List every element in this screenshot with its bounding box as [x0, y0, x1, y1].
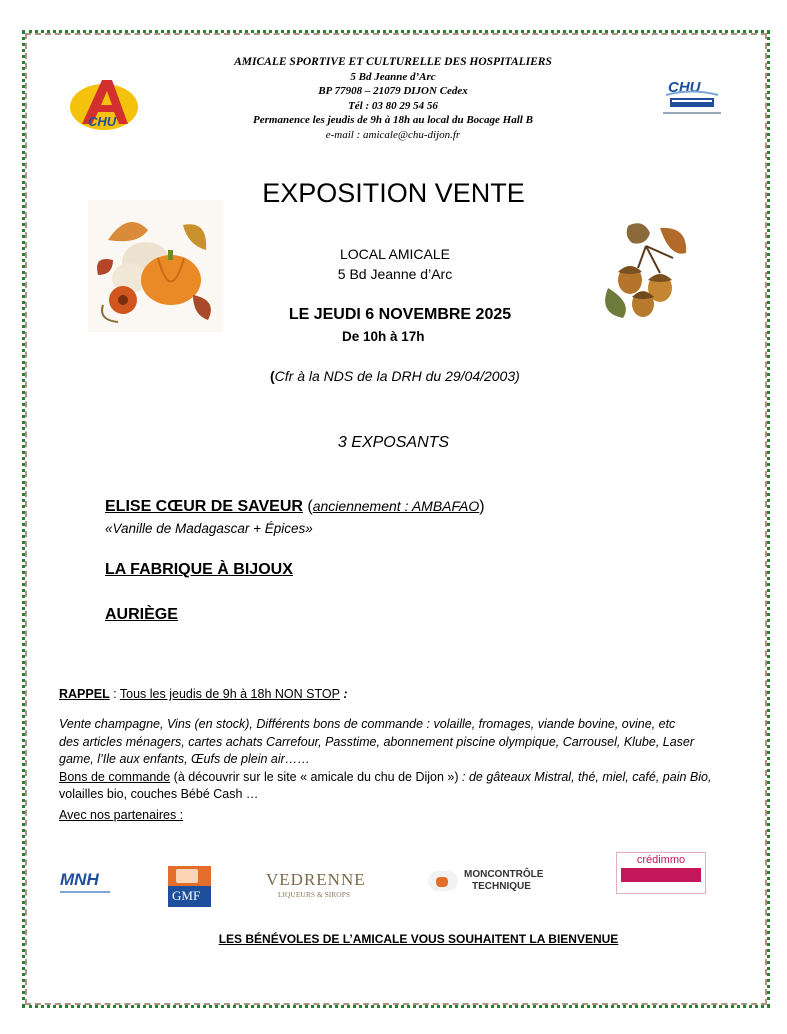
- moncontrole-sub: TECHNIQUE: [472, 881, 531, 892]
- exposant-1-name: ELISE CŒUR DE SAVEUR: [105, 498, 303, 515]
- rappel-line: [59, 687, 348, 701]
- exposant-3-name: AURIÈGE: [105, 606, 178, 623]
- autumn-pumpkin-icon: [88, 200, 223, 332]
- exposants-count: 3 EXPOSANTS: [337, 434, 450, 451]
- logo-chu-text: CHU: [88, 114, 117, 129]
- vedrenne-text: VEDRENNE: [266, 870, 366, 889]
- org-name: AMICALE SPORTIVE ET CULTURELLE DES HOSPITALIERS: [234, 56, 552, 68]
- chu-logo-text: CHU: [668, 79, 701, 96]
- chu-dijon-logo-icon: [658, 76, 726, 120]
- moncontrole-text: MONCONTRÔLE: [464, 869, 544, 880]
- address: 5 Bd Jeanne d’Arc: [350, 70, 436, 83]
- event-date: LE JEUDI 6 NOVEMBRE 2025: [288, 306, 512, 323]
- bons-list: : de gâteaux Mistral, thé, miel, café, pain Bio,: [458, 769, 712, 784]
- amicale-logo-icon: [68, 74, 140, 132]
- para-line5: volailles bio, couches Bébé Cash …: [59, 787, 259, 801]
- para-line4: [59, 769, 764, 787]
- rappel-text: Tous les jeudis de 9h à 18h NON STOP: [119, 687, 340, 701]
- exposant-1-subtitle: «Vanille de Madagascar + Épices»: [105, 521, 313, 536]
- phone: Tél : 03 80 29 54 56: [348, 99, 438, 112]
- header-address-block: [160, 55, 626, 142]
- credimmo-text: crédimmo: [636, 854, 686, 866]
- gmf-text: GMF: [172, 888, 201, 903]
- bons-label: Bons de commande: [59, 769, 171, 784]
- moncontrole-logo-icon: [428, 869, 550, 895]
- para-line1: Vente champagne, Vins (en stock), Différents bons de commande : volaille, fromages, viande bovine, ovine, etc: [59, 717, 676, 731]
- acorn-icon: [598, 218, 694, 326]
- cfr-text: Cfr à la NDS de la DRH du 29/04/2003): [274, 368, 520, 384]
- mnh-logo-icon: [60, 870, 110, 894]
- page-title: EXPOSITION VENTE: [262, 178, 525, 208]
- location: [290, 244, 500, 284]
- cfr-paren: (: [270, 368, 275, 384]
- mnh-text: MNH: [60, 870, 99, 889]
- location-line2: 5 Bd Jeanne d’Arc: [337, 266, 453, 282]
- vedrenne-sub: LIQUEURS & SIROPS: [277, 890, 351, 899]
- para-line3: game, l’Ile aux enfants, Œufs de plein air……: [59, 752, 310, 766]
- cfr-note: [270, 368, 520, 384]
- rappel-end: :: [339, 687, 348, 701]
- email: e-mail : amicale@chu-dijon.fr: [325, 128, 461, 141]
- para-line2: des articles ménagers, cartes achats Carrefour, Passtime, abonnement piscine olympique, Carrousel, Klube, Laser: [59, 734, 695, 749]
- exposant-1-note: anciennement : AMBAFAO: [312, 498, 480, 514]
- bons-paren: (à découvrir sur le site « amicale du chu de Dijon »): [170, 769, 459, 784]
- event-hours: De 10h à 17h: [342, 329, 425, 344]
- partners-label: Avec nos partenaires :: [59, 808, 184, 822]
- location-line1: LOCAL AMICALE: [340, 246, 450, 262]
- postal-box: BP 77908 – 21079 DIJON Cedex: [318, 85, 468, 97]
- permanence: Permanence les jeudis de 9h à 18h au local du Bocage Hall B: [253, 114, 533, 126]
- exposant-2-name: LA FABRIQUE À BIJOUX: [105, 561, 293, 578]
- vedrenne-logo-icon: [266, 870, 366, 906]
- rappel-paragraph: [59, 716, 764, 804]
- exposant-1: ELISE CŒUR DE SAVEUR (anciennement : AMBAFAO): [105, 498, 485, 515]
- gmf-logo-icon: [168, 866, 211, 907]
- footer-message: LES BÉNÉVOLES DE L’AMICALE VOUS SOUHAITENT LA BIENVENUE: [218, 932, 619, 946]
- rappel-colon: :: [109, 687, 120, 701]
- credimmo-logo-icon: [616, 852, 706, 894]
- rappel-label: RAPPEL: [59, 687, 110, 701]
